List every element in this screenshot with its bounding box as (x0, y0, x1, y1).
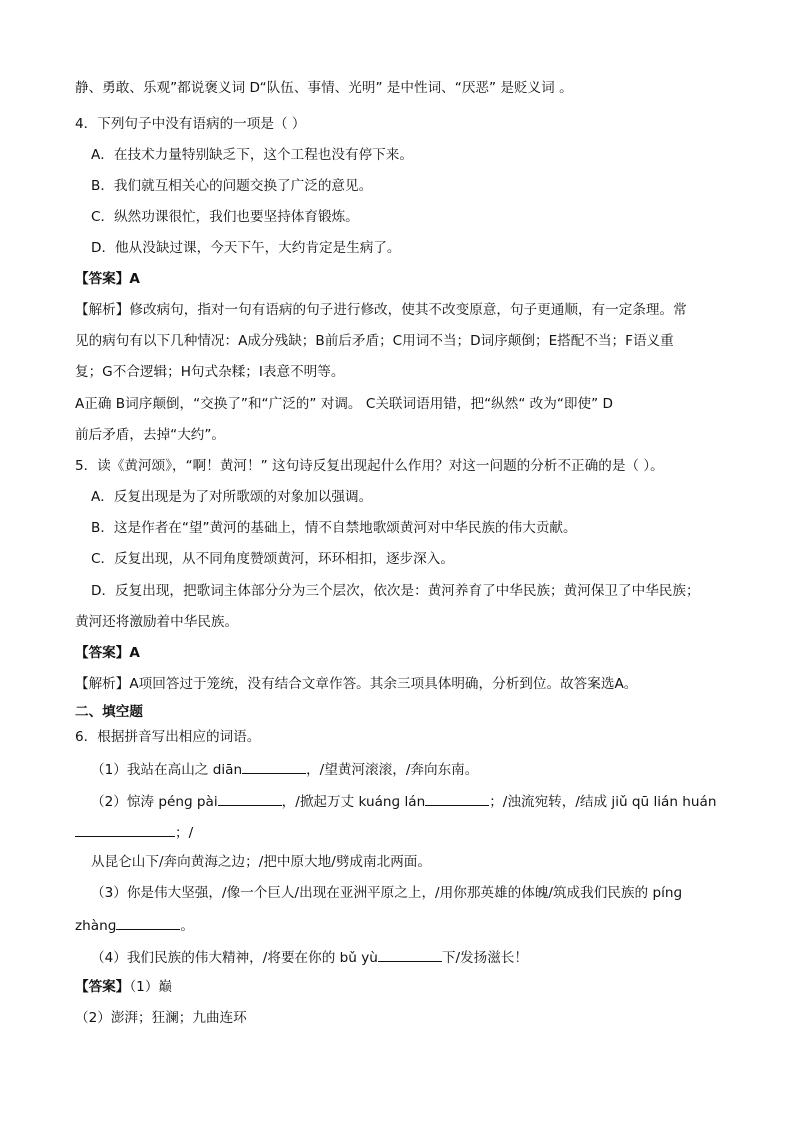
q5-option-b: B．这是作者在“望”黄河的基础上，情不自禁地歌颂黄河对中华民族的伟大贡献。 (91, 520, 577, 536)
section-heading: 二、填空题 (75, 704, 143, 720)
question-4-stem: 4．下列句子中没有语病的一项是（ ） (75, 116, 306, 132)
q6-item-text: ；/浊流宛转，/结成 jiǔ qū lián huán (489, 794, 717, 810)
q6-item-text: （4）我们民族的伟大精神，/将要在你的 bǔ yù (91, 950, 378, 966)
answer-blank[interactable] (242, 759, 306, 774)
q4-option-a: A．在技术力量特别缺乏下，这个工程也没有停下来。 (91, 147, 413, 163)
q6-item-text: ，/望黄河滚滚，/奔向东南。 (306, 762, 479, 778)
q5-analysis: 【解析】A项回答过于笼统，没有结合文章作答。其余三项具体明确，分析到位。故答案选A。 (75, 676, 638, 692)
q5-option-d: D．反复出现，把歌词主体部分分为三个层次，依次是：黄河养育了中华民族；黄河保卫了中华民族； (91, 583, 700, 599)
q4-analysis-line: A正确 B词序颠倒，“交换了”和“广泛的” 对调。 C关联词语用错，把“纵然“ 改为“即使” D (75, 396, 613, 412)
q6-item-1 (91, 759, 478, 779)
q4-answer: 【答案】A (75, 271, 140, 287)
answer-blank[interactable] (218, 791, 282, 806)
q6-item-2 (91, 791, 717, 811)
q6-item-3-continued (75, 915, 194, 935)
q6-answer-continued: （2）澎湃；狂澜；九曲连环 (75, 1010, 247, 1026)
answer-blank[interactable] (425, 791, 489, 806)
q4-analysis-line: 复；G不合逻辑；H句式杂糅；I表意不明等。 (75, 364, 345, 380)
answer-blank[interactable] (116, 915, 180, 930)
q6-item-text: 下/发扬滋长！ (441, 950, 529, 966)
answer-label: 【答案】 (75, 979, 130, 995)
answer-text: （1）巅 (129, 979, 173, 995)
q6-item-text: （2）惊涛 pénɡ pài (91, 794, 218, 810)
q6-item-text: ，/掀起万丈 kuánɡ lán (281, 794, 426, 810)
question-6-stem: 6．根据拼音写出相应的词语。 (75, 729, 261, 745)
q6-item-2-continued: 从昆仑山下/奔向黄海之边；/把中原大地/劈成南北两面。 (91, 854, 431, 870)
q4-option-b: B．我们就互相关心的问题交换了广泛的意见。 (91, 178, 373, 194)
q6-item-2-continued (75, 822, 193, 842)
question-5-stem: 5．读《黄河颂》，“啊！黄河！” 这句诗反复出现起什么作用？对这一问题的分析不正确的是（ ）。 (75, 458, 664, 474)
q4-option-c: C．纵然功课很忙，我们也要坚持体育锻炼。 (91, 209, 359, 225)
q4-analysis-line: 前后矛盾，去掉“大约”。 (75, 427, 226, 443)
q6-item-text: （1）我站在高山之 diān (91, 762, 243, 778)
q6-item-text: 。 (180, 918, 194, 934)
q6-answer (75, 978, 172, 996)
q4-analysis-line: 【解析】修改病句，指对一句有语病的句子进行修改，使其不改变原意，句子更通顺，有一定条理。常 (75, 302, 687, 318)
q6-item-3: （3）你是伟大坚强，/像一个巨人/出现在亚洲平原之上，/用你那英雄的体魄/筑成我们民族的 pínɡ (91, 885, 683, 901)
q4-analysis-line: 见的病句有以下几种情况：A成分残缺；B前后矛盾；C用词不当；D词序颠倒；E搭配不当；F语义重 (75, 333, 674, 349)
q6-item-text: zhànɡ (75, 918, 117, 934)
q5-option-d-continued: 黄河还将激励着中华民族。 (75, 614, 239, 630)
text-line: 静、勇敢、乐观”都说褒义词 D“队伍、事情、光明” 是中性词、“厌恶” 是贬义词 。 (75, 80, 573, 96)
q5-option-c: C．反复出现，从不同角度赞颂黄河，环环相扣，逐步深入。 (91, 551, 454, 567)
q5-answer: 【答案】A (75, 645, 140, 661)
q6-item-4 (91, 947, 528, 967)
q4-option-d: D．他从没缺过课，今天下午，大约肯定是生病了。 (91, 240, 401, 256)
answer-blank[interactable] (75, 822, 175, 837)
q6-item-text: ；/ (175, 825, 194, 841)
q5-option-a: A．反复出现是为了对所歌颂的对象加以强调。 (91, 489, 373, 505)
answer-blank[interactable] (378, 947, 442, 962)
